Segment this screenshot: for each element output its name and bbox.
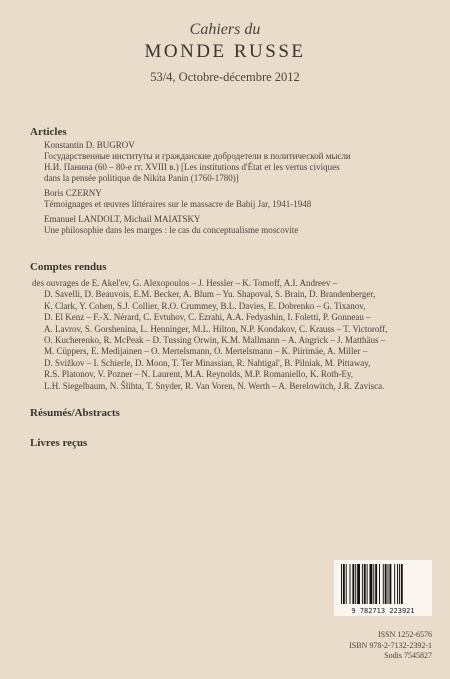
- article-entry: [44, 140, 436, 184]
- barcode-bar: [388, 564, 389, 604]
- comptes-rendus-line: K. Clark, Y. Cohen, S.J. Collier, R.O. Crummey, B.L. Davies, E. Dobrenko – G. Tixanov,: [44, 300, 366, 311]
- article-entry: [44, 214, 436, 236]
- comptes-rendus-line: D. Svižkov – I. Schierle, D. Moon, T. Ter Minassian, R. Nahtigal', B. Pilniak, M. Pittaway,: [44, 357, 371, 368]
- barcode-bar: [367, 564, 368, 604]
- barcode-bar: [397, 564, 398, 604]
- barcode-bar: [352, 564, 354, 604]
- article-title-line: Н.И. Панина (60 – 80-е гг. XVIII в.) [Les institutions d'État et les vertus civiques: [44, 162, 340, 172]
- sodis-code: Sodis 7545827: [384, 651, 432, 660]
- article-author: Boris CZERNY: [44, 188, 102, 198]
- comptes-rendus-line: R.S. Platonov, V. Pozner – N. Laurent, M.A. Reynolds, M.P. Romaniello, K. Roth-Ey,: [44, 369, 353, 380]
- comptes-rendus-line: D. El Kenz – F.-X. Nérard, C. Evtuhov, C. Ezrahi, A.A. Fedyashin, I. Foletti, P. Gonneau –: [44, 312, 371, 323]
- comptes-rendus-line: D. Savelli, D. Beauvois, E.M. Becker, A. Blum – Yu. Shapoval, S. Brain, D. Brandenberger,: [44, 289, 376, 300]
- barcode-bar: [364, 564, 366, 604]
- article-title-line: Témoignages et œuvres littéraires sur le massacre de Babij Jar, 1941-1948: [44, 199, 312, 209]
- comptes-rendus-line: O. Kucherenko, R. McPeak – D. Tussing Orwin, K.M. Mallmann – A. Angrick – J. Matthäus –: [44, 335, 386, 346]
- journal-title-line2: MONDE RUSSE: [144, 41, 306, 62]
- barcode-bar: [394, 564, 395, 604]
- barcode-bar: [373, 564, 374, 604]
- articles-heading: Articles: [30, 126, 67, 138]
- article-author: Konstantin D. BUGROV: [44, 140, 135, 150]
- barcode-bar: [355, 564, 356, 604]
- article-title-line: Une philosophie dans les marges : le cas du conceptualisme moscovite: [44, 225, 299, 235]
- issn: ISSN 1252-6576: [377, 630, 432, 639]
- barcode-bar: [385, 564, 387, 604]
- isbn: ISBN 978-2-7132-2392-1: [349, 640, 432, 650]
- comptes-rendus-heading: Comptes rendus: [30, 261, 107, 273]
- barcode-bar: [362, 564, 363, 604]
- articles-list: [44, 140, 436, 240]
- article-title-line: Государственные институты и гражданские добродетели в политической мысли: [44, 151, 351, 161]
- resumes-heading: Résumés/Abstracts: [30, 407, 120, 419]
- livres-heading: Livres reçus: [30, 437, 88, 449]
- publication-codes: [349, 630, 432, 662]
- barcode-bar: [346, 564, 347, 604]
- comptes-rendus-line: L.H. Siegelbaum, N. Šlihta, T. Snyder, R. Van Voren, N. Werth – A. Berelowitch, J.R. Zavisca.: [44, 380, 385, 391]
- barcode-bar: [341, 564, 342, 604]
- article-author: Emanuel LANDOLT, Michail MAIATSKY: [44, 214, 201, 224]
- barcode-bar: [357, 564, 360, 604]
- barcode-bar: [399, 564, 400, 604]
- comptes-rendus-text: [32, 278, 432, 392]
- barcode-bar: [389, 564, 391, 604]
- comptes-rendus-line: des ouvrages de E. Akel'ev, G. Alexopoulos – J. Hessler – K. Tomoff, A.I. Andreev –: [32, 278, 338, 288]
- article-entry: [44, 188, 436, 210]
- barcode-bar: [383, 564, 384, 604]
- barcode-bar: [401, 564, 403, 604]
- barcode-digits: 9 782713 223921: [334, 606, 432, 616]
- barcode-bar: [343, 564, 345, 604]
- barcode-bars-icon: [340, 564, 426, 604]
- comptes-rendus-line: M. Cüppers, E. Medijainen – O. Mertelsmann, O. Mertelsmann – K. Piirimäe, A. Miller –: [44, 346, 368, 357]
- barcode-bar: [375, 564, 377, 604]
- barcode-bar: [379, 564, 380, 604]
- barcode-bar: [350, 564, 351, 604]
- barcode-bar: [370, 564, 373, 604]
- comptes-rendus-line: A. Lavrov, S. Gorshenina, L. Henninger, M.L. Hilton, N.P. Kondakov, C. Krauss – T. Victoroff,: [44, 323, 388, 334]
- journal-title-line1: Cahiers du: [189, 21, 261, 38]
- barcode: [334, 560, 432, 606]
- masthead: [0, 20, 450, 85]
- issue-info: 53/4, Octobre-décembre 2012: [150, 70, 300, 84]
- article-title-line: dans la pensée politique de Nikita Panin (1760-1780)]: [44, 173, 239, 183]
